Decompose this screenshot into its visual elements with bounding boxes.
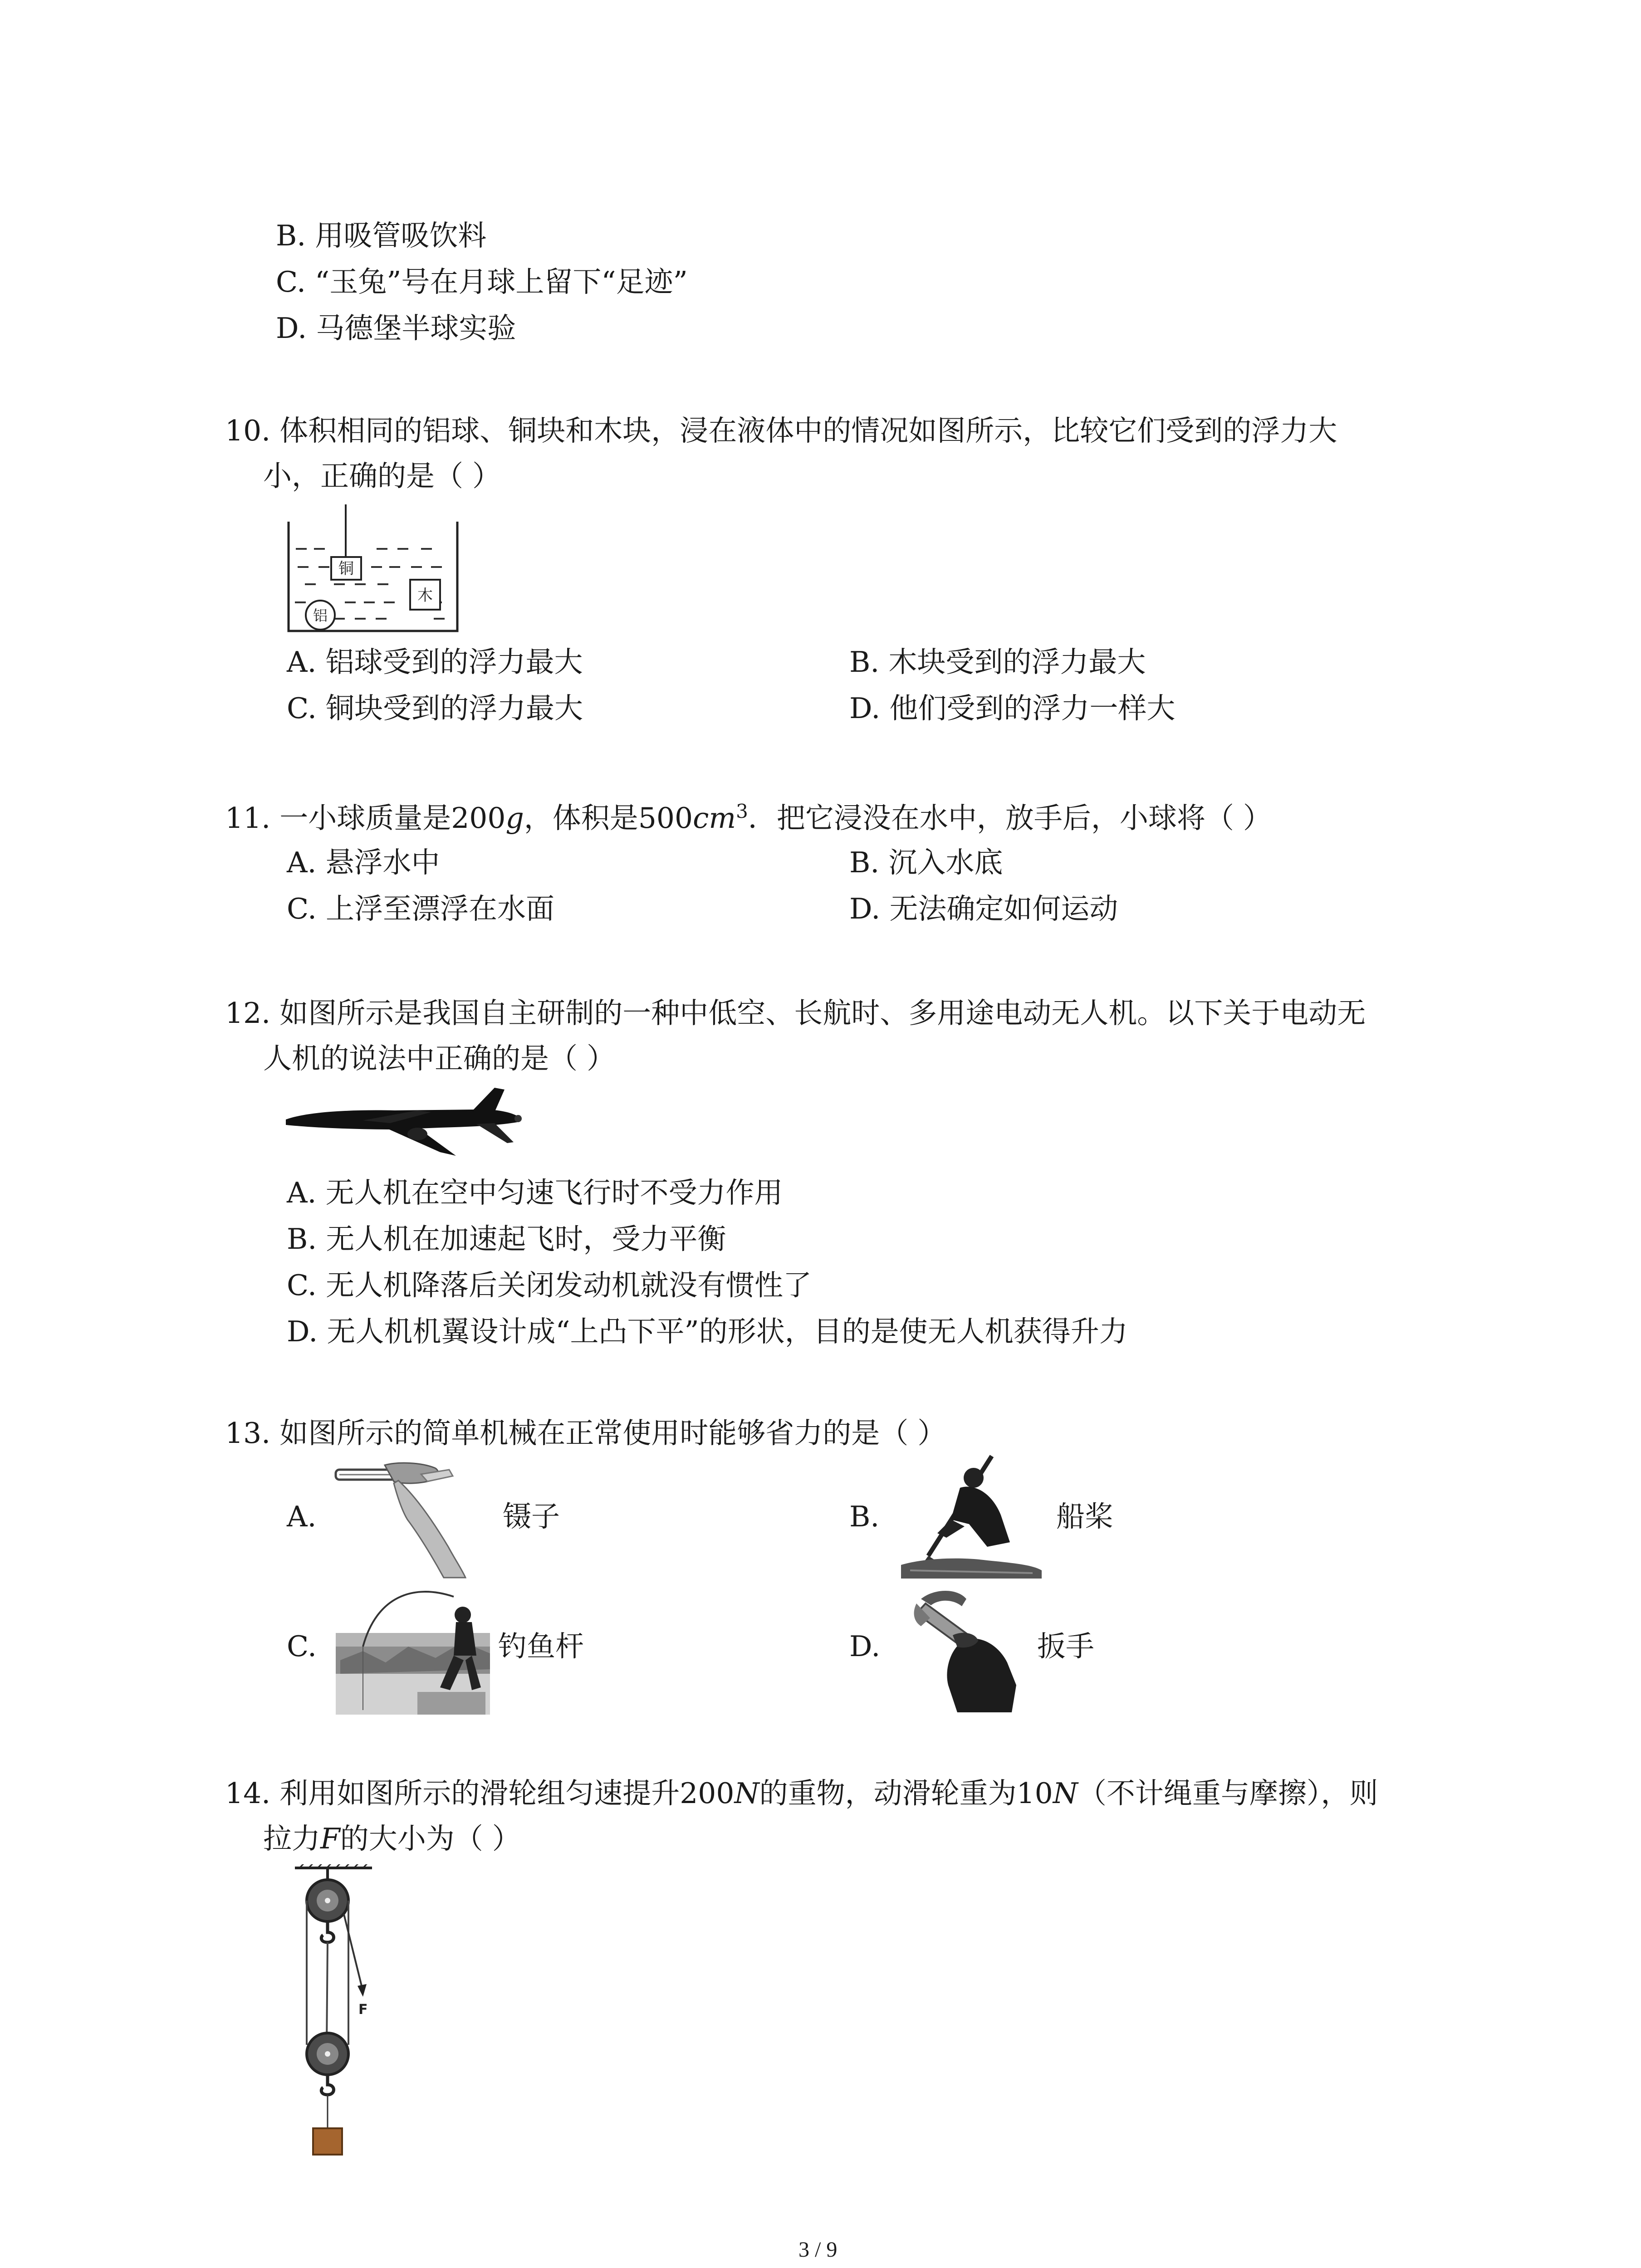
q13-stem: 13. 如图所示的简单机械在正常使用时能够省力的是（ ） — [225, 1417, 946, 1450]
wrench-image — [898, 1585, 1030, 1712]
wood-label: 木 — [417, 587, 433, 605]
drone-image — [281, 1084, 522, 1166]
q12-stem-line1: 12. 如图所示是我国自主研制的一种中低空、长航时、多用途电动无人机。以下关于电动无 — [225, 997, 1366, 1030]
q13-option-c-label: 钓鱼杆 — [498, 1630, 584, 1663]
q13-option-c-letter: C. — [287, 1630, 317, 1663]
q13-option-a-letter: A. — [287, 1500, 317, 1533]
q13-option-d-letter: D. — [849, 1630, 881, 1663]
q11-option-b: B. 沉入水底 — [849, 846, 1003, 879]
q14-pulley-unit: N — [1053, 1777, 1078, 1810]
q12-option-c: C. 无人机降落后关闭发动机就没有惯性了 — [287, 1269, 812, 1302]
q12-stem-line2: 人机的说法中正确的是（ ） — [263, 1042, 616, 1075]
q14-pulley-value: 10 — [1016, 1777, 1053, 1810]
q11-mass-value: 200 — [451, 802, 506, 835]
q11-option-c: C. 上浮至漂浮在水面 — [287, 892, 555, 925]
q11-volume-value: 500 — [638, 802, 693, 835]
pulley-system-figure — [290, 1864, 381, 2159]
q10-stem-line2: 小，正确的是（ ） — [263, 459, 501, 493]
load-block — [313, 2128, 342, 2155]
q14-stem-line1: 14. 利用如图所示的滑轮组匀速提升200N的重物，动滑轮重为10N（不计绳重与摩擦），则 — [225, 1777, 1378, 1810]
q11-mass-unit: g — [505, 802, 524, 835]
q11-stem: 11. 一小球质量是200g，体积是$500cm^3$．把它浸没在水中，放手后，小球将（ ） — [225, 800, 1272, 835]
q11-option-a: A. 悬浮水中 — [287, 846, 440, 879]
q14-load-value: 200 — [680, 1777, 735, 1810]
q10-option-d: D. 他们受到的浮力一样大 — [849, 692, 1176, 725]
q10-option-c: C. 铜块受到的浮力最大 — [287, 692, 583, 725]
aluminum-label: 铝 — [313, 607, 328, 624]
q13-option-b-label: 船桨 — [1056, 1500, 1113, 1533]
q12-option-d: D. 无人机机翼设计成“上凸下平”的形状，目的是使无人机获得升力 — [287, 1315, 1128, 1348]
q10-option-b: B. 木块受到的浮力最大 — [849, 645, 1146, 679]
q14-stem-line2: 拉力F的大小为（ ） — [263, 1822, 521, 1855]
q9-option-b: B. 用吸管吸饮料 — [276, 219, 487, 252]
page-number: 3 / 9 — [798, 2238, 838, 2262]
q9-option-c: C. “玉兔”号在月球上留下“足迹” — [276, 265, 688, 298]
pulley-force-label: F — [358, 2002, 368, 2018]
q11-volume-unit: cm — [693, 802, 736, 835]
q12-option-a: A. 无人机在空中匀速飞行时不受力作用 — [287, 1176, 783, 1209]
q13-option-a-label: 镊子 — [503, 1500, 560, 1533]
q13-option-b-letter: B. — [849, 1500, 880, 1533]
q14-force-symbol: F — [320, 1822, 340, 1855]
tweezers-image — [330, 1456, 466, 1579]
q10-option-a: A. 铝球受到的浮力最大 — [287, 645, 583, 679]
q11-option-d: D. 无法确定如何运动 — [849, 892, 1118, 925]
fishing-rod-image — [336, 1579, 490, 1715]
copper-label: 铜 — [338, 560, 354, 578]
q13-option-d-label: 扳手 — [1037, 1630, 1094, 1663]
q10-stem-line1: 10. 体积相同的铝球、铜块和木块，浸在液体中的情况如图所示，比较它们受到的浮力大 — [225, 414, 1337, 447]
q12-option-b: B. 无人机在加速起飞时，受力平衡 — [287, 1222, 726, 1256]
q9-option-d: D. 马德堡半球实验 — [276, 312, 516, 345]
q14-load-unit: N — [734, 1777, 759, 1810]
paddle-image — [896, 1452, 1046, 1583]
q10-liquid-figure — [287, 503, 459, 633]
